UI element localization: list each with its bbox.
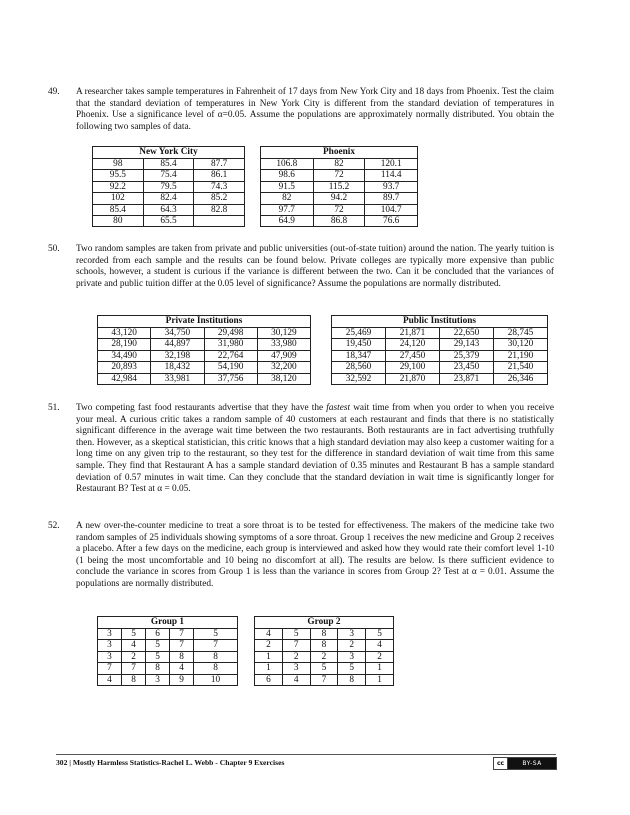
table-cell: 4 <box>98 674 122 685</box>
table-row <box>261 204 418 215</box>
table-cell: 47,909 <box>257 350 310 361</box>
table-title: Private Institutions <box>98 316 311 328</box>
table-cell: 21,870 <box>386 373 440 384</box>
table-cell: 82 <box>313 159 365 170</box>
table-cell: 24,120 <box>386 339 440 350</box>
table-row <box>332 373 548 384</box>
table-cell: 3 <box>98 640 122 651</box>
table-cell: 3 <box>98 629 122 640</box>
table-cell: 85.2 <box>194 193 245 204</box>
table-cell: 33,981 <box>151 373 204 384</box>
table-cell: 5 <box>146 651 170 662</box>
table-cell: 1 <box>255 663 283 674</box>
table-cell: 27,450 <box>386 350 440 361</box>
table-cell: 7 <box>98 663 122 674</box>
problem-52 <box>48 521 554 591</box>
table-row <box>261 170 418 181</box>
emphasis-fastest: fastest <box>326 403 351 413</box>
table-cell: 93.7 <box>365 181 418 192</box>
table-cell: 1 <box>255 651 283 662</box>
table-row <box>93 181 245 192</box>
table-row <box>93 193 245 204</box>
table-cell: 2 <box>255 640 283 651</box>
table-cell: 85.4 <box>143 159 194 170</box>
table-cell: 29,498 <box>204 328 257 339</box>
table-cell: 54,190 <box>204 362 257 373</box>
table-row <box>332 350 548 361</box>
table-cell: 82.4 <box>143 193 194 204</box>
table-cell: 79.5 <box>143 181 194 192</box>
table-row <box>332 328 548 339</box>
table-cell: 91.5 <box>261 181 314 192</box>
problem-49 <box>48 87 554 133</box>
table-cell: 8 <box>310 629 338 640</box>
table-cell: 98.6 <box>261 170 314 181</box>
table-cell: 82 <box>261 193 314 204</box>
table-cell: 82.8 <box>194 204 245 215</box>
table-cell: 98 <box>93 159 144 170</box>
table-row <box>93 204 245 215</box>
problem-number: 52. <box>48 521 60 531</box>
table-cell: 6 <box>255 674 283 685</box>
table-cell: 104.7 <box>365 204 418 215</box>
table-row <box>98 373 311 384</box>
table-cell: 2 <box>282 651 310 662</box>
table-cell: 1 <box>366 663 394 674</box>
table-cell: 8 <box>194 651 238 662</box>
table-row <box>98 651 238 662</box>
table-row <box>261 159 418 170</box>
table-cell: 64.9 <box>261 216 314 227</box>
table-cell: 7 <box>122 663 146 674</box>
table-cell: 2 <box>310 651 338 662</box>
table-title: Group 2 <box>255 617 394 629</box>
problem-number: 50. <box>48 244 60 254</box>
table-cell: 3 <box>282 663 310 674</box>
table-phoenix <box>260 146 418 227</box>
table-cell: 4 <box>282 674 310 685</box>
table-row <box>98 663 238 674</box>
table-public-institutions <box>331 315 548 385</box>
table-cell: 114.4 <box>365 170 418 181</box>
table-row <box>93 216 245 227</box>
table-cell: 74.3 <box>194 181 245 192</box>
problem-text-part: wait time from when you order to when you receive your meal. A curious critic takes a random sample of 40 customers at each restaurant and finds that there is no statistically significant difference in the average wait time between the two restaurants. Both restaurants are in fact advertising truthfully then. However, as a skeptical statistician, this critic knows that a high standard deviation may also keep a customer waiting for a long time on any given trip to the restaurant, so they test for the difference in standard deviation of wait time from this same sample. They find that Restaurant A has a sample standard deviation of 0.35 minutes and Restaurant B has a sample standard deviation of 0.57 minutes in wait time. Can they conclude that the standard deviation in wait time is significantly longer for Restaurant B? Test at α = 0.05. <box>76 403 554 495</box>
table-cell: 106.8 <box>261 159 314 170</box>
table-row <box>98 362 311 373</box>
table-cell: 97.7 <box>261 204 314 215</box>
table-cell: 120.1 <box>365 159 418 170</box>
table-cell: 72 <box>313 204 365 215</box>
cc-license-icon <box>493 757 557 770</box>
table-cell: 31,980 <box>204 339 257 350</box>
table-cell: 102 <box>93 193 144 204</box>
table-cell: 38,120 <box>257 373 310 384</box>
table-row <box>98 674 238 685</box>
table-title: Public Institutions <box>332 316 548 328</box>
table-group-2 <box>254 616 394 686</box>
table-cell: 21,190 <box>494 350 548 361</box>
table-cell: 37,756 <box>204 373 257 384</box>
table-row <box>332 362 548 373</box>
table-row <box>255 674 394 685</box>
table-row <box>255 651 394 662</box>
table-group-1 <box>97 616 238 686</box>
table-cell: 44,897 <box>151 339 204 350</box>
table-cell: 34,490 <box>98 350 151 361</box>
table-cell: 28,190 <box>98 339 151 350</box>
table-cell: 5 <box>310 663 338 674</box>
table-row <box>255 663 394 674</box>
table-cell: 30,120 <box>494 339 548 350</box>
table-cell: 7 <box>194 640 238 651</box>
table-cell: 2 <box>338 640 366 651</box>
table-cell: 76.6 <box>365 216 418 227</box>
table-cell: 21,871 <box>386 328 440 339</box>
table-cell: 9 <box>170 674 194 685</box>
table-title: Group 1 <box>98 617 238 629</box>
table-cell: 28,745 <box>494 328 548 339</box>
table-cell: 29,100 <box>386 362 440 373</box>
footer-text: 302 | Mostly Harmless Statistics-Rachel L. Webb - Chapter 9 Exercises <box>56 758 285 767</box>
table-row <box>98 629 238 640</box>
table-cell: 86.8 <box>313 216 365 227</box>
table-row <box>98 640 238 651</box>
table-cell: 18,347 <box>332 350 386 361</box>
table-cell: 87.7 <box>194 159 245 170</box>
table-cell: 4 <box>122 640 146 651</box>
table-cell: 28,560 <box>332 362 386 373</box>
table-cell: 8 <box>122 674 146 685</box>
problem-51 <box>48 403 554 496</box>
table-cell: 32,200 <box>257 362 310 373</box>
table-cell <box>194 216 245 227</box>
table-cell: 26,346 <box>494 373 548 384</box>
table-cell: 4 <box>366 640 394 651</box>
table-cell: 32,592 <box>332 373 386 384</box>
table-row <box>98 328 311 339</box>
table-cell: 25,469 <box>332 328 386 339</box>
table-row <box>98 350 311 361</box>
table-private-institutions <box>97 315 311 385</box>
table-row <box>261 181 418 192</box>
table-cell: 8 <box>310 640 338 651</box>
table-cell: 25,379 <box>440 350 494 361</box>
table-cell: 30,129 <box>257 328 310 339</box>
table-cell: 18,432 <box>151 362 204 373</box>
table-cell: 1 <box>366 674 394 685</box>
table-row <box>93 170 245 181</box>
table-cell: 3 <box>338 629 366 640</box>
table-cell: 8 <box>170 651 194 662</box>
table-cell: 21,540 <box>494 362 548 373</box>
table-cell: 3 <box>98 651 122 662</box>
table-row <box>255 629 394 640</box>
table-cell: 5 <box>194 629 238 640</box>
table-cell: 7 <box>170 640 194 651</box>
problem-text: A researcher takes sample temperatures in Fahrenheit of 17 days from New York City and 18 days from Phoenix. Test the claim that the standard deviation of temperatures in New York City is different from the standard deviation of temperatures in Phoenix. Use a significance level of α=0.05. Assume the populations are approximately normally distributed. You obtain the following two samples of data. <box>76 87 554 132</box>
table-row <box>332 339 548 350</box>
problem-text: A new over-the-counter medicine to treat a sore throat is to be tested for effectiveness. The makers of the medicine take two random samples of 25 individuals showing symptoms of a sore throat. Group 1 receives the new medicine and Group 2 receives a placebo. After a few days on the medicine, each group is interviewed and asked how they would rate their comfort level 1-10 (1 being the most uncomfortable and 10 being no discomfort at all). The results are below. Is there sufficient evidence to conclude the variance in scores from Group 1 is less than the variance in scores from Group 2? Test at α = 0.01. Assume the populations are normally distributed. <box>76 521 554 589</box>
table-cell: 2 <box>122 651 146 662</box>
table-cell: 6 <box>146 629 170 640</box>
table-title: Phoenix <box>261 147 418 159</box>
table-cell: 3 <box>146 674 170 685</box>
table-cell: 8 <box>194 663 238 674</box>
problem-text <box>76 403 554 496</box>
table-cell: 32,198 <box>151 350 204 361</box>
table-new-york-city <box>92 146 245 227</box>
table-cell: 5 <box>146 640 170 651</box>
table-cell: 33,980 <box>257 339 310 350</box>
table-cell: 92.2 <box>93 181 144 192</box>
table-cell: 8 <box>146 663 170 674</box>
table-cell: 19,450 <box>332 339 386 350</box>
table-row <box>255 640 394 651</box>
footer-divider <box>56 754 556 755</box>
table-cell: 5 <box>366 629 394 640</box>
table-cell: 5 <box>338 663 366 674</box>
table-cell: 29,143 <box>440 339 494 350</box>
table-cell: 72 <box>313 170 365 181</box>
table-cell: 4 <box>170 663 194 674</box>
table-cell: 8 <box>338 674 366 685</box>
table-cell: 7 <box>310 674 338 685</box>
table-cell: 4 <box>255 629 283 640</box>
cc-logo: cc <box>494 758 508 769</box>
table-cell: 95.5 <box>93 170 144 181</box>
table-row <box>93 159 245 170</box>
problem-text-part: Two competing fast food restaurants advertise that they have the <box>76 403 327 413</box>
problem-number: 51. <box>48 403 60 413</box>
table-cell: 89.7 <box>365 193 418 204</box>
license-type: BY-SA <box>508 758 556 769</box>
table-cell: 94.2 <box>313 193 365 204</box>
problem-text: Two random samples are taken from private and public universities (out-of-state tuition) around the nation. The yearly tuition is recorded from each sample and the results can be found below. Private colleges are typically more expensive than public schools, however, a student is curious if the variance is different between the two. Can it be concluded that the variances of private and public tuition differ at the 0.05 level of significance? Assume the populations are normally distributed. <box>76 244 554 289</box>
table-cell: 22,650 <box>440 328 494 339</box>
table-cell: 2 <box>366 651 394 662</box>
table-cell: 5 <box>282 629 310 640</box>
table-cell: 42,984 <box>98 373 151 384</box>
table-cell: 64.3 <box>143 204 194 215</box>
table-cell: 23,450 <box>440 362 494 373</box>
table-cell: 3 <box>338 651 366 662</box>
table-cell: 7 <box>282 640 310 651</box>
table-cell: 23,871 <box>440 373 494 384</box>
table-cell: 22,764 <box>204 350 257 361</box>
table-cell: 86.1 <box>194 170 245 181</box>
table-cell: 34,750 <box>151 328 204 339</box>
table-cell: 85.4 <box>93 204 144 215</box>
table-cell: 75.4 <box>143 170 194 181</box>
table-row <box>98 339 311 350</box>
table-cell: 80 <box>93 216 144 227</box>
table-cell: 10 <box>194 674 238 685</box>
table-title: New York City <box>93 147 245 159</box>
table-cell: 20,893 <box>98 362 151 373</box>
table-row <box>261 216 418 227</box>
problem-50 <box>48 244 554 290</box>
table-row <box>261 193 418 204</box>
problem-number: 49. <box>48 87 60 97</box>
table-cell: 7 <box>170 629 194 640</box>
table-cell: 5 <box>122 629 146 640</box>
table-cell: 43,120 <box>98 328 151 339</box>
table-cell: 115.2 <box>313 181 365 192</box>
table-cell: 65.5 <box>143 216 194 227</box>
